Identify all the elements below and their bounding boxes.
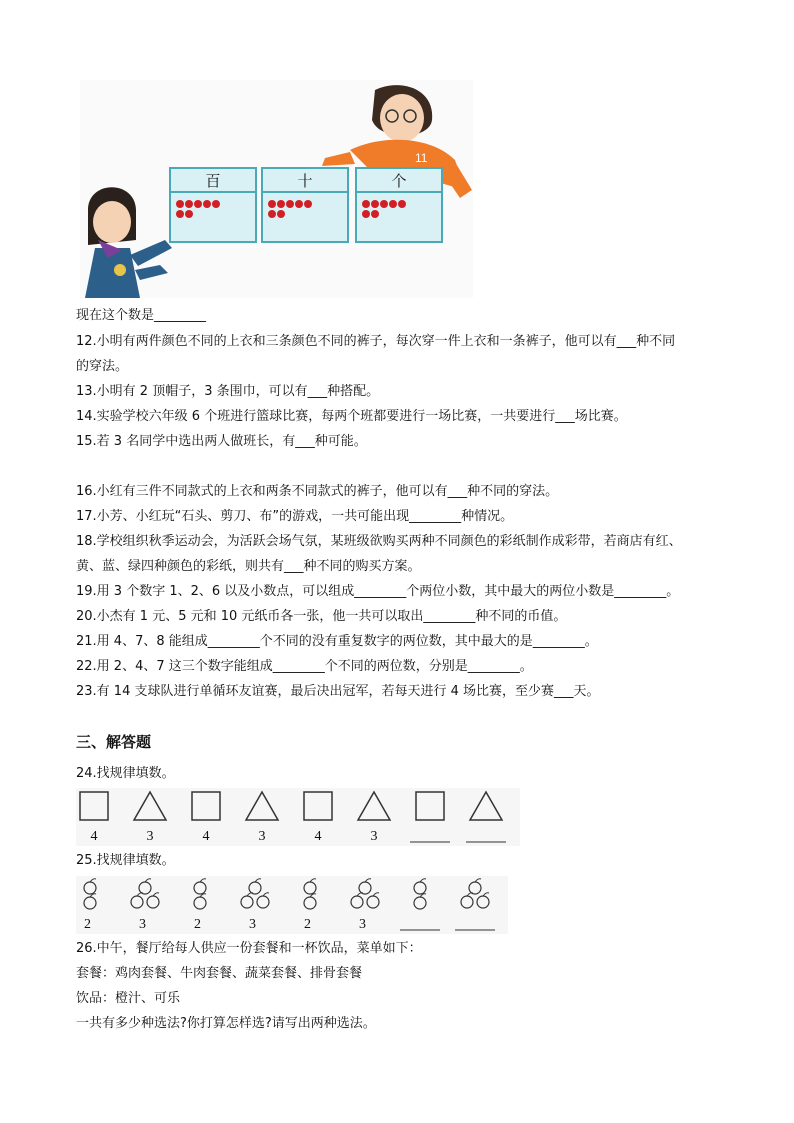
pattern-number: 4 [202,829,210,844]
question-17: 17.小芳、小红玩“石头、剪刀、布”的游戏，一共可能出现________种情况。 [76,509,514,524]
question-19: 19.用 3 个数字 1、2、6 以及小数点，可以组成________个两位小数，其中最大的两位小数是________。 [76,584,680,599]
counter-dot [371,200,379,208]
place-value-column [356,168,442,242]
counter-dot [286,200,294,208]
place-value-boxes [170,168,442,242]
counter-dot [277,210,285,218]
counter-dot [398,200,406,208]
question-16: 16.小红有三件不同款式的上衣和两条不同款式的裤子，他可以有___种不同的穿法。 [76,484,559,499]
question-15: 15.若 3 名同学中选出两人做班长，有___种可能。 [76,434,367,449]
counter-dot [185,200,193,208]
counter-dot [268,210,276,218]
pattern-number: 3 [370,829,378,844]
place-value-illustration [80,80,473,298]
question-23: 23.有 14 支球队进行单循环友谊赛，最后决出冠军，若每天进行 4 场比赛，至少赛___天。 [76,684,600,699]
pattern-number: 4 [314,829,322,844]
question-18-line-1: 18.学校组织秋季运动会，为活跃会场气氛，某班级欲购买两种不同颜色的彩纸制作成彩带，若商店有红、 [76,534,682,549]
question-18-line-2: 黄、蓝、绿四种颜色的彩纸，则共有___种不同的购买方案。 [76,559,421,574]
peach-pattern-strip [76,876,508,934]
counter-dot [176,210,184,218]
shape-pattern-strip [76,788,520,846]
pattern-number: 3 [146,829,154,844]
pattern-number: 2 [194,917,201,932]
pattern-number: 2 [304,917,311,932]
counter-dot [362,210,370,218]
svg-text:11: 11 [415,151,428,165]
question-26-line-1: 26.中午，餐厅给每人供应一份套餐和一杯饮品，菜单如下： [76,941,422,956]
counter-dot [203,200,211,208]
pattern-number: 3 [258,829,266,844]
counter-dot [295,200,303,208]
counter-dot [176,200,184,208]
question-12-line-2: 的穿法。 [76,359,129,374]
place-value-column [170,168,256,242]
counter-dot [362,200,370,208]
counter-dot [371,210,379,218]
pattern-number: 3 [139,917,146,932]
question-25: 25.找规律填数。 [76,853,175,868]
question-14: 14.实验学校六年级 6 个班进行篮球比赛，每两个班都要进行一场比赛，一共要进行___场比赛。 [76,409,627,424]
place-value-header: 十 [297,172,313,190]
counter-dot [304,200,312,208]
question-26-menu-drinks: 饮品：橙汁、可乐 [76,991,181,1006]
question-12-line-1: 12.小明有两件颜色不同的上衣和三条颜色不同的裤子，每次穿一件上衣和一条裤子，他可以有___种不同 [76,334,676,349]
question-26-prompt: 一共有多少种选法?你打算怎样选?请写出两种选法。 [76,1016,376,1031]
place-value-header: 个 [391,172,407,190]
counter-dot [277,200,285,208]
question-26-menu-meals: 套餐：鸡肉套餐、牛肉套餐、蔬菜套餐、排骨套餐 [76,966,363,981]
section-title: 三、解答题 [76,733,152,751]
counter-dot [268,200,276,208]
question-20: 20.小杰有 1 元、5 元和 10 元纸币各一张，他一共可以取出________种不同的币值。 [76,609,567,624]
counter-dot [212,200,220,208]
pattern-number: 2 [84,917,91,932]
place-value-header: 百 [205,172,221,190]
place-value-column [262,168,348,242]
pattern-number: 3 [359,917,366,932]
question-21: 21.用 4、7、8 能组成________个不同的没有重复数字的两位数，其中最大的是________。 [76,634,598,649]
question-24: 24.找规律填数。 [76,766,175,781]
pattern-number: 4 [90,829,98,844]
counter-dot [380,200,388,208]
question-13: 13.小明有 2 顶帽子，3 条围巾，可以有___种搭配。 [76,384,380,399]
counter-dot [185,210,193,218]
question-22: 22.用 2、4、7 这三个数字能组成________个不同的两位数，分别是________。 [76,659,533,674]
pattern-number: 3 [249,917,256,932]
counter-dot [389,200,397,208]
counter-dot [194,200,202,208]
question-11-answer-line: 现在这个数是________ [76,308,207,323]
